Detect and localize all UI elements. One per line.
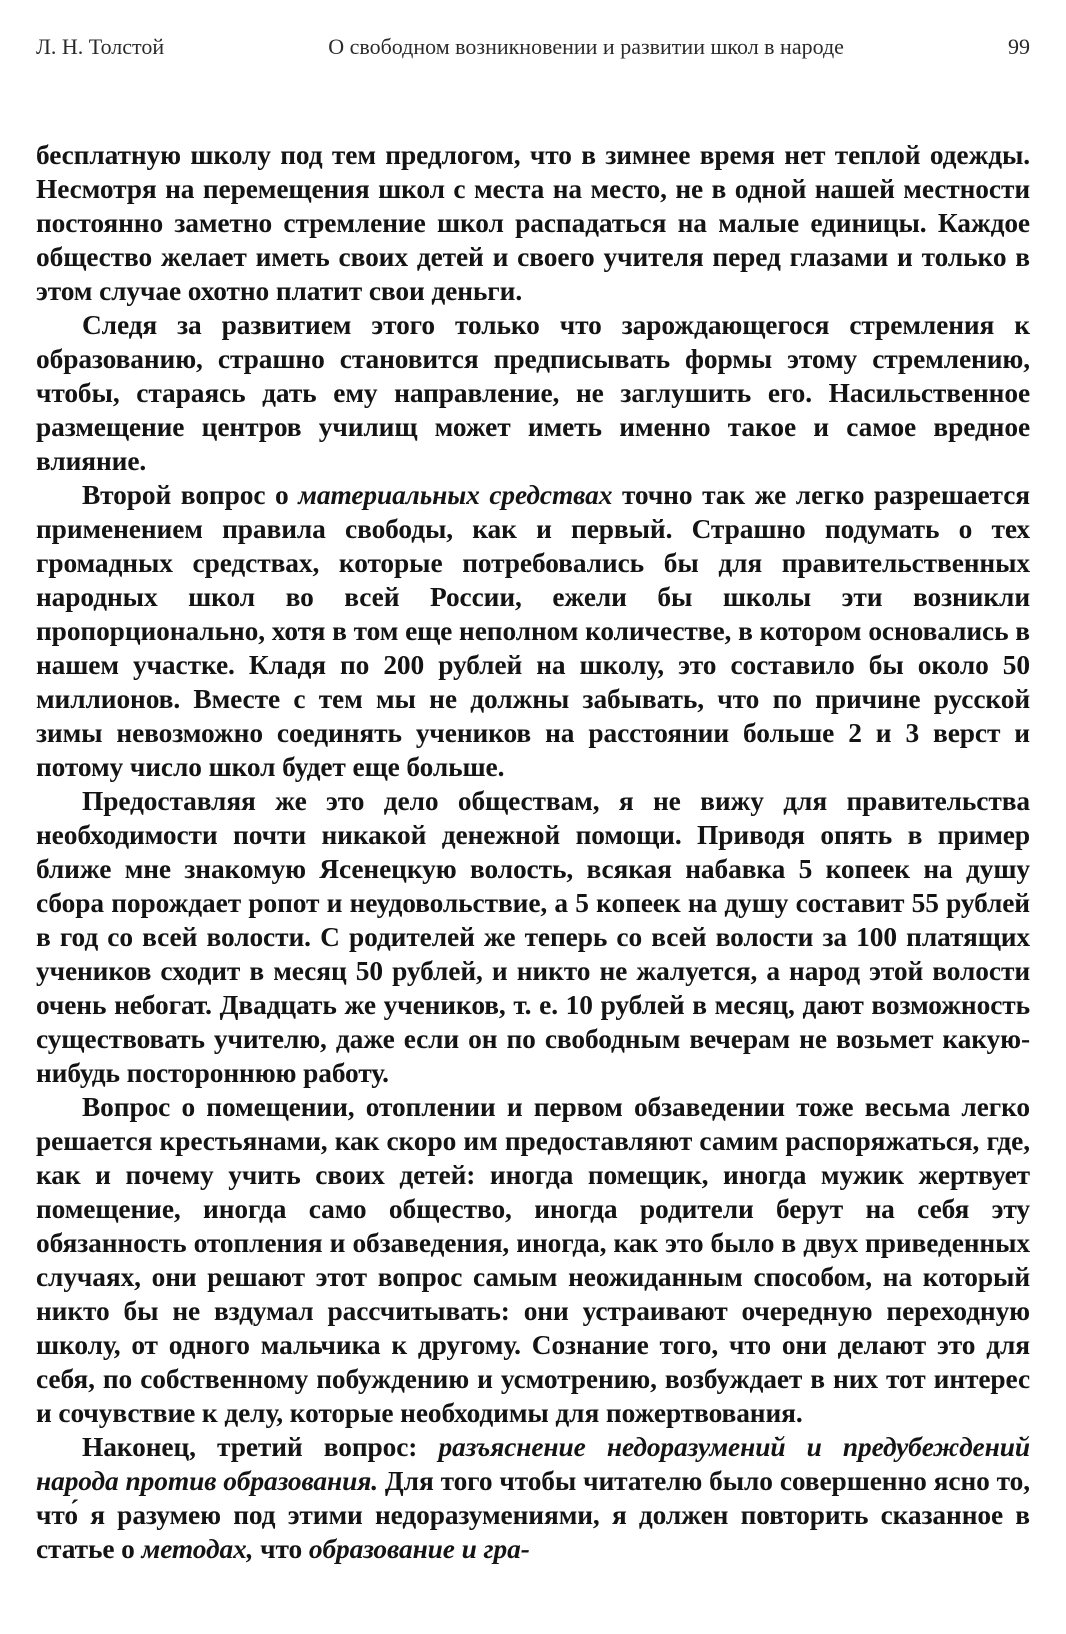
book-page — [36, 34, 1030, 1566]
text-run: Следя за развитием этого только что зарождающегося стремления к образованию, страшно становится предписывать формы этому стремлению, чтобы, стараясь дать ему направление, не заглушить его. Насильственное размещение центров училищ может иметь именно такое и самое вредное влияние. — [36, 310, 1030, 476]
italic-text: методах, — [141, 1534, 254, 1564]
text-run: Предоставляя же это дело обществам, я не вижу для правительства необходимости почти никакой денежной помощи. Приводя опять в пример ближе мне знакомую Ясенецкую волость, всякая набавка 5 копеек на душу сбора порождает ропот и неудовольствие, а 5 копеек на душу составит 55 рублей в год со всей волости. С родителей же теперь со всей волости за 100 платящих учеников сходит в месяц 50 рублей, и никто не жалуется, а народ этой волости очень небогат. Двадцать же учеников, т. е. 10 рублей в месяц, дают возможность существовать учителю, даже если он по свободным вечерам не возьмет какую-нибудь постороннюю работу. — [36, 786, 1030, 1088]
running-header — [36, 34, 1030, 68]
text-run: Вопрос о помещении, отоплении и первом обзаведении тоже весьма легко решается крестьянами, как скоро им предоставляют самим распоряжаться, где, как и почему учить своих детей: иногда помещик, иногда мужик жертвует помещение, иногда само общество, иногда родители берут на себя эту обязанность отопления и обзаведения, иногда, как это было в двух приведенных случаях, они решают этот вопрос самым неожиданным способом, на который никто бы не вздумал рассчитывать: они устраивают очередную переходную школу, от одного мальчика к другому. Сознание того, что они делают это для себя, по собственному побуждению и усмотрению, возбуждает в них тот интерес и сочувствие к делу, которые необходимы для пожертвования. — [36, 1092, 1030, 1428]
italic-text: разъяснение недоразумений и предубеждений народа против образования. — [36, 1432, 1030, 1496]
body-text — [36, 138, 1030, 1566]
paragraph — [36, 1090, 1030, 1430]
text-run: точно так же легко разрешается применением правила свободы, как и первый. Страшно подумать о тех громадных средствах, которые потребовались бы для правительственных народных школ во всей России, ежели бы школы эти возникли пропорционально, хотя в том еще неполном количестве, в котором основались в нашем участке. Кладя по 200 рублей на школу, это составило бы около 50 миллионов. Вместе с тем мы не должны забывать, что по причине русской зимы невозможно соединять учеников на расстоянии больше 2 и 3 верст и потому число школ будет еще больше. — [36, 480, 1030, 782]
text-run: Второй вопрос о — [82, 480, 299, 510]
header-author: Л. Н. Толстой — [36, 34, 165, 59]
italic-text: образование и гра- — [308, 1534, 530, 1564]
header-title: О свободном возникновении и развитии школ в народе — [328, 34, 844, 59]
paragraph — [36, 478, 1030, 784]
paragraph — [36, 784, 1030, 1090]
text-run: Наконец, третий вопрос: — [82, 1432, 439, 1462]
paragraph — [36, 308, 1030, 478]
text-run: Для того чтобы читателю было совершенно ясно то, что́ я разумею под этими недоразумениями, я должен повторить сказанное в статье о — [36, 1466, 1030, 1564]
paragraph — [36, 138, 1030, 308]
italic-text: материальных средствах — [298, 480, 613, 510]
text-run: что — [253, 1534, 309, 1564]
paragraph — [36, 1430, 1030, 1566]
page-number: 99 — [1008, 34, 1030, 59]
text-run: бесплатную школу под тем предлогом, что в зимнее время нет теплой одежды. Несмотря на перемещения школ с места на место, не в одной нашей местности постоянно заметно стремление школ распадаться на малые единицы. Каждое общество желает иметь своих детей и своего учителя перед глазами и только в этом случае охотно платит свои деньги. — [36, 140, 1030, 306]
